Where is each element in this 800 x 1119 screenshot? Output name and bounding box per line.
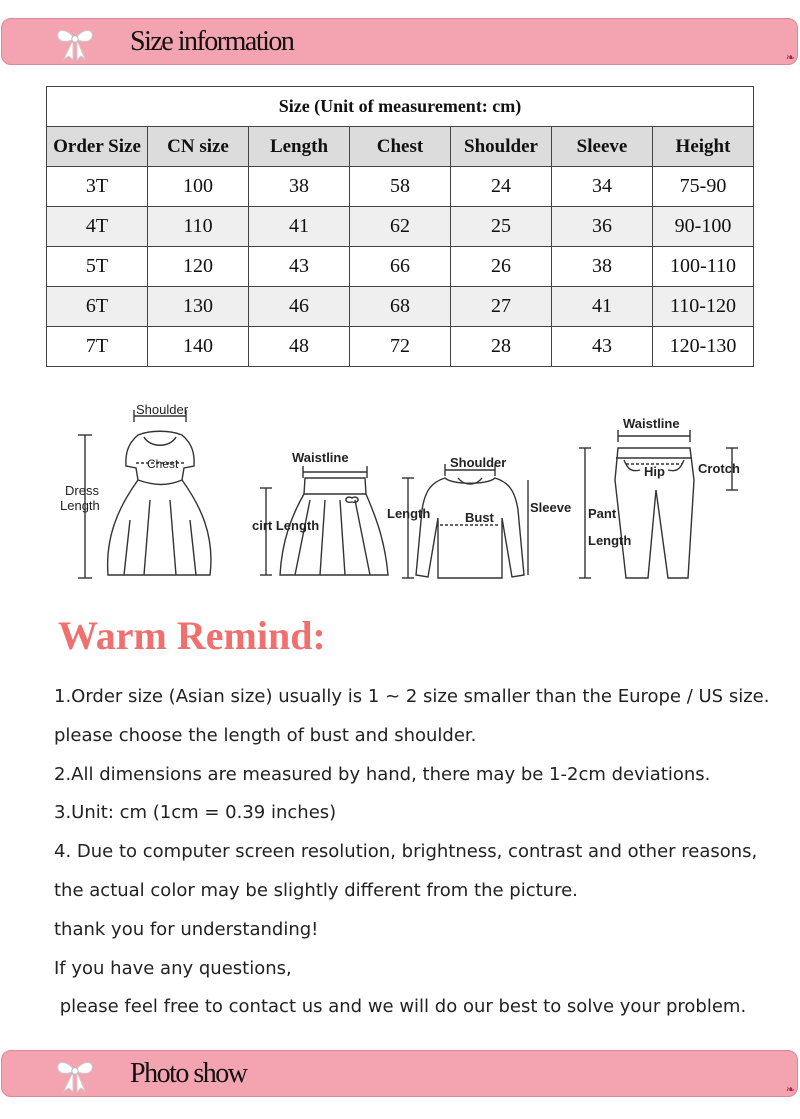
- table-cell: 34: [552, 167, 653, 207]
- remind-line: 3.Unit: cm (1cm = 0.39 inches): [54, 802, 337, 824]
- table-cell: 130: [148, 287, 249, 327]
- table-cell: 58: [350, 167, 451, 207]
- table-cell: 24: [451, 167, 552, 207]
- remind-line: thank you for understanding!: [54, 918, 319, 940]
- table-cell: 46: [249, 287, 350, 327]
- table-cell: 36: [552, 207, 653, 247]
- table-cell: 120-130: [653, 327, 754, 367]
- table-cell: 38: [249, 167, 350, 207]
- top-shoulder-label: Shoulder: [450, 455, 507, 470]
- table-cell: 28: [451, 327, 552, 367]
- table-cell: 43: [552, 327, 653, 367]
- table-cell: 41: [249, 207, 350, 247]
- remind-line: the actual color may be slightly different from the picture.: [54, 879, 578, 901]
- column-header-length: Length: [249, 127, 350, 167]
- column-header-shoulder: Shoulder: [451, 127, 552, 167]
- table-cell: 4T: [47, 207, 148, 247]
- curl-decoration-icon: ❧: [785, 1084, 795, 1096]
- table-cell: 120: [148, 247, 249, 287]
- remind-line: If you have any questions,: [54, 957, 292, 979]
- column-header-sleeve: Sleeve: [552, 127, 653, 167]
- remind-notes: [54, 682, 784, 1031]
- pants-illustration: [579, 416, 740, 578]
- section-banner-size-information: [1, 18, 798, 65]
- table-cell: 6T: [47, 287, 148, 327]
- measurement-diagram: [20, 390, 780, 605]
- warm-remind-title: Warm Remind:: [58, 613, 326, 658]
- ribbon-bow-icon: [52, 1057, 98, 1093]
- table-cell: 26: [451, 247, 552, 287]
- table-cell: 41: [552, 287, 653, 327]
- section-banner-photo-show: [1, 1050, 798, 1097]
- curl-decoration-icon: ❧: [785, 52, 795, 64]
- table-row: [47, 287, 754, 327]
- table-cell: 100-110: [653, 247, 754, 287]
- dress-shoulder-label: Shoulder: [136, 402, 189, 417]
- table-row: [47, 207, 754, 247]
- top-sleeve-label: Sleeve: [530, 500, 572, 515]
- section-title: Size information: [130, 26, 294, 57]
- column-header-order-size: Order Size: [47, 127, 148, 167]
- table-caption-row: [47, 87, 754, 127]
- top-length-label: Length: [387, 506, 431, 521]
- column-header-chest: Chest: [350, 127, 451, 167]
- pants-waistline-label: Waistline: [623, 416, 680, 431]
- table-cell: 110: [148, 207, 249, 247]
- table-cell: 7T: [47, 327, 148, 367]
- section-title: Photo show: [130, 1058, 247, 1089]
- table-row: [47, 327, 754, 367]
- dress-illustration: [60, 402, 211, 578]
- remind-line: please feel free to contact us and we will do our best to solve your problem.: [54, 996, 747, 1018]
- skirt-waistline-label: Waistline: [292, 450, 349, 465]
- table-row: [47, 247, 754, 287]
- table-caption: Size (Unit of measurement: cm): [47, 87, 754, 127]
- remind-line: 1.Order size (Asian size) usually is 1 ~ 2 size smaller than the Europe / US size.: [54, 686, 770, 707]
- pants-length-label-2: Length: [588, 533, 632, 548]
- pants-length-label-1: Pant: [588, 506, 617, 521]
- skirt-length-label: cirt Length: [252, 518, 320, 533]
- pants-hip-label: Hip: [644, 464, 665, 479]
- table-row: [47, 167, 754, 207]
- table-cell: 38: [552, 247, 653, 287]
- top-bust-label: Bust: [465, 510, 494, 525]
- table-cell: 68: [350, 287, 451, 327]
- table-cell: 90-100: [653, 207, 754, 247]
- remind-line: 4. Due to computer screen resolution, brightness, contrast and other reasons,: [54, 841, 758, 863]
- size-table: [46, 86, 754, 367]
- table-cell: 62: [350, 207, 451, 247]
- table-cell: 140: [148, 327, 249, 367]
- table-cell: 100: [148, 167, 249, 207]
- table-header-row: [47, 127, 754, 167]
- dress-length-label-1: Dress: [65, 483, 99, 498]
- table-cell: 72: [350, 327, 451, 367]
- dress-length-label-2: Length: [60, 498, 100, 513]
- table-cell: 43: [249, 247, 350, 287]
- remind-line: 2.All dimensions are measured by hand, there may be 1-2cm deviations.: [54, 763, 711, 785]
- table-cell: 3T: [47, 167, 148, 207]
- table-cell: 25: [451, 207, 552, 247]
- dress-chest-label: Chest: [147, 457, 179, 471]
- pants-crotch-label: Crotch: [698, 461, 740, 476]
- column-header-height: Height: [653, 127, 754, 167]
- table-cell: 66: [350, 247, 451, 287]
- table-cell: 27: [451, 287, 552, 327]
- table-cell: 75-90: [653, 167, 754, 207]
- table-cell: 48: [249, 327, 350, 367]
- top-illustration: [387, 455, 571, 578]
- table-cell: 110-120: [653, 287, 754, 327]
- ribbon-bow-icon: [52, 25, 98, 61]
- remind-line: please choose the length of bust and shoulder.: [54, 724, 477, 746]
- column-header-cn-size: CN size: [148, 127, 249, 167]
- table-cell: 5T: [47, 247, 148, 287]
- skirt-illustration: [252, 450, 388, 575]
